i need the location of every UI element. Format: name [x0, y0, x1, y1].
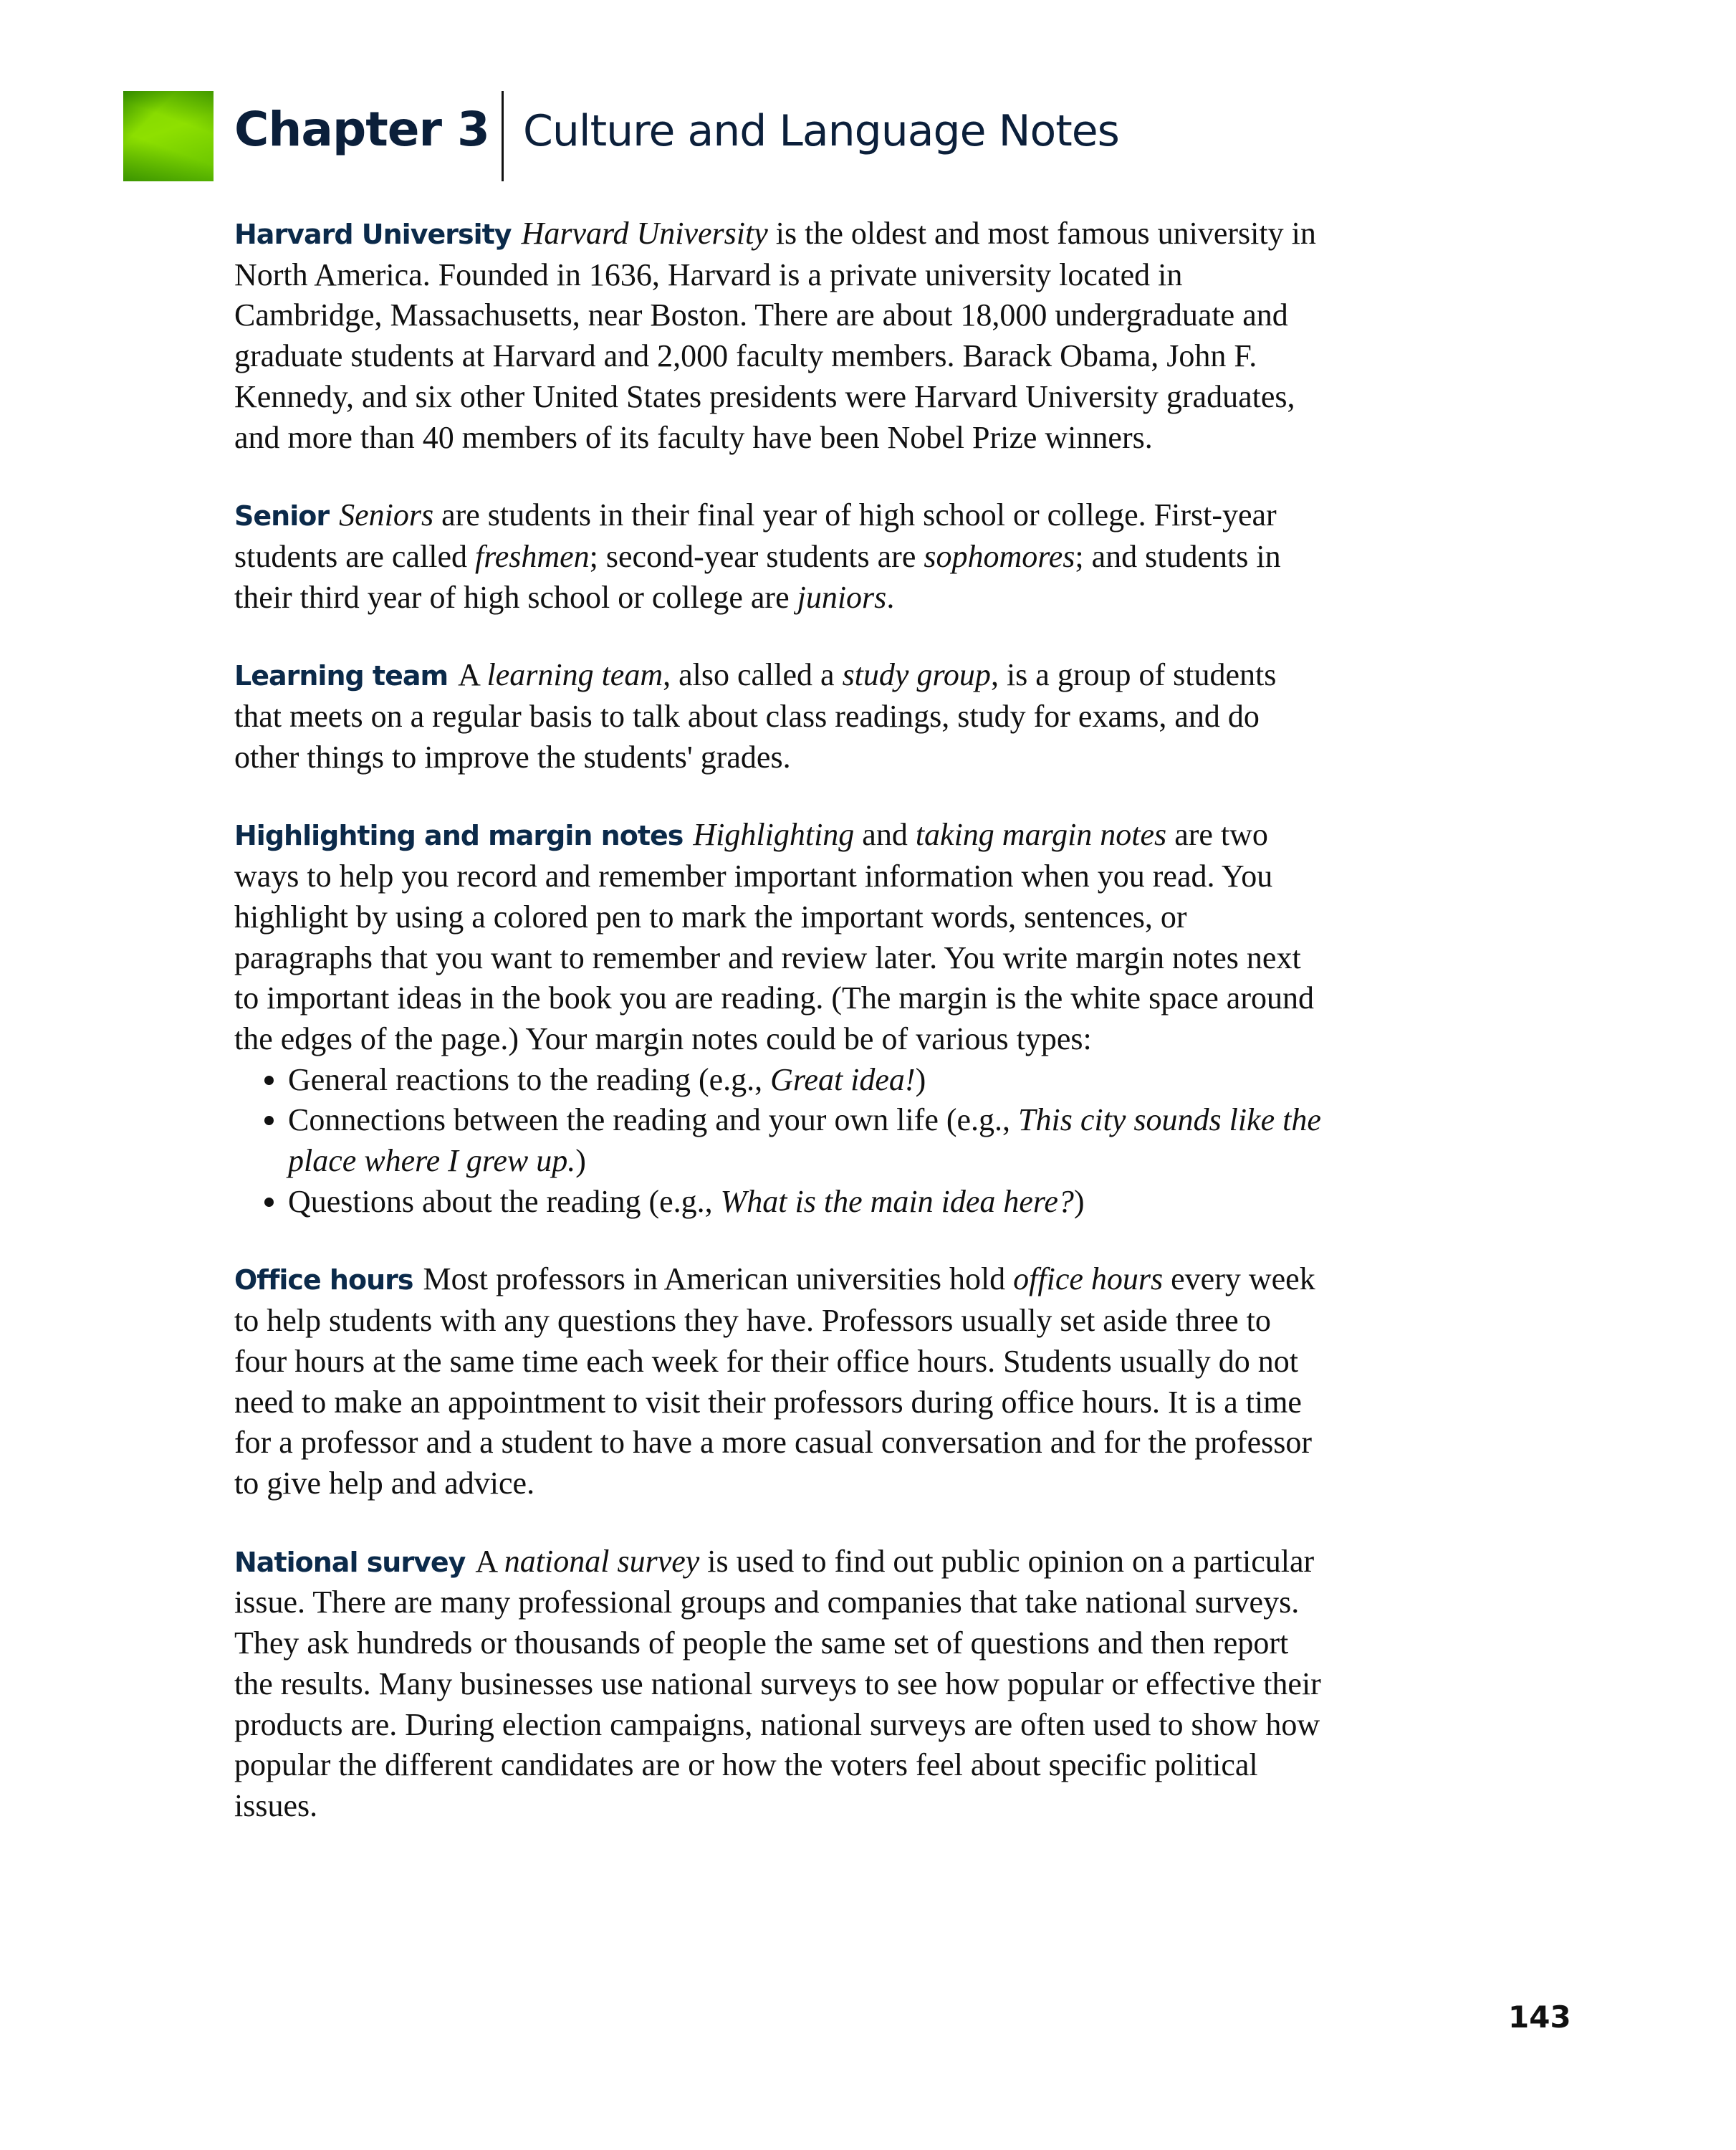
italic-term: freshmen	[474, 538, 590, 574]
notes-content	[234, 214, 1323, 1864]
bullet-list	[234, 1060, 1323, 1223]
entry-term: Learning team	[234, 660, 449, 692]
body-text: is the oldest and most famous university in North America. Founded in 1636, Harvard is a private university located in Cambridge, Massachusetts, near Boston. There are about 18,000 undergraduate and graduate students at Harvard and 2,000 faculty members. Barack Obama, John F. Kennedy, and six other United States presidents were Harvard University graduates, and more than 40 members of its faculty have been Nobel Prize winners.	[234, 216, 1316, 455]
entry-paragraph	[234, 655, 1323, 778]
italic-term: office hours	[1013, 1261, 1164, 1297]
entry-paragraph	[234, 815, 1323, 1059]
body-text: is used to find out public opinion on a particular issue. There are many professional groups and companies that take national surveys. They ask hundreds or thousands of people the same set of questions and then report the results. Many businesses use national surveys to see how popular or effective their products are. During election campaigns, national surveys are often used to show how popular the different candidates are or how the voters feel about specific political issues.	[234, 1543, 1321, 1823]
chapter-label: Chapter 3	[234, 102, 489, 157]
body-text: Most professors in American universities hold	[423, 1261, 1014, 1297]
entry-term: Office hours	[234, 1264, 413, 1296]
italic-term: juniors	[797, 579, 887, 615]
bullet-item	[288, 1100, 1323, 1181]
body-text: Connections between the reading and your own life (e.g.,	[288, 1102, 1019, 1138]
entry-term: Senior	[234, 500, 330, 532]
body-text: are students in their final year of high school or college. First-year students are called	[234, 497, 1277, 574]
italic-term: learning team	[486, 657, 663, 693]
note-entry	[234, 655, 1323, 778]
body-text: , is a group of students that meets on a regular basis to talk about class readings, study for exams, and do other things to improve the students' grades.	[234, 657, 1277, 775]
body-text: every week to help students with any questions they have. Professors usually set aside three to four hours at the same time each week for their office hours. Students usually do not need to make an appointment to visit their professors during office hours. It is a time for a professor and a student to have a more casual conversation and for the professor to give help and advice.	[234, 1261, 1315, 1501]
italic-term: taking margin notes	[915, 817, 1167, 853]
italic-term: Harvard University	[521, 216, 768, 251]
body-text: )	[915, 1061, 926, 1097]
body-text: )	[575, 1143, 586, 1179]
entry-paragraph	[234, 1542, 1323, 1827]
chapter-icon	[123, 91, 214, 181]
body-text: A	[458, 657, 487, 693]
italic-term: national survey	[504, 1543, 700, 1579]
italic-term: This city sounds like the place where I grew up.	[288, 1102, 1321, 1179]
body-text: ; second-year students are	[589, 538, 924, 574]
italic-term: study group	[842, 657, 991, 693]
body-text: A	[475, 1543, 504, 1579]
entry-paragraph	[234, 214, 1323, 458]
note-entry	[234, 1259, 1323, 1504]
body-text: General reactions to the reading (e.g.,	[288, 1061, 771, 1097]
body-text: ; and students in their third year of high school or college are	[234, 538, 1281, 615]
bullet-item	[288, 1060, 1323, 1101]
italic-term: Great idea!	[770, 1061, 916, 1097]
note-entry	[234, 214, 1323, 458]
body-text: .	[886, 579, 895, 615]
entry-term: National survey	[234, 1546, 466, 1578]
body-text: )	[1073, 1183, 1085, 1219]
italic-term: Seniors	[339, 497, 434, 533]
body-text: and	[854, 817, 916, 853]
bullet-item	[288, 1182, 1323, 1223]
note-entry	[234, 1542, 1323, 1827]
chapter-title: Culture and Language Notes	[523, 106, 1119, 156]
body-text: are two ways to help you record and remember important information when you read. You highlight by using a colored pen to mark the important words, sentences, or paragraphs that you want to remember and review later. You write margin notes next to important ideas in the book you are reading. (The margin is the white space around the edges of the page.) Your margin notes could be of various types:	[234, 817, 1314, 1056]
entry-term: Highlighting and margin notes	[234, 820, 684, 852]
entry-term: Harvard University	[234, 219, 512, 250]
italic-term: Highlighting	[693, 817, 855, 853]
page-number: 143	[1508, 2000, 1571, 2035]
entry-paragraph	[234, 495, 1323, 618]
entry-paragraph	[234, 1259, 1323, 1504]
note-entry	[234, 815, 1323, 1222]
note-entry	[234, 495, 1323, 618]
header-divider	[502, 91, 504, 181]
body-text: Questions about the reading (e.g.,	[288, 1183, 721, 1219]
body-text: , also called a	[663, 657, 843, 693]
italic-term: sophomores	[924, 538, 1075, 574]
italic-term: What is the main idea here?	[720, 1183, 1074, 1219]
